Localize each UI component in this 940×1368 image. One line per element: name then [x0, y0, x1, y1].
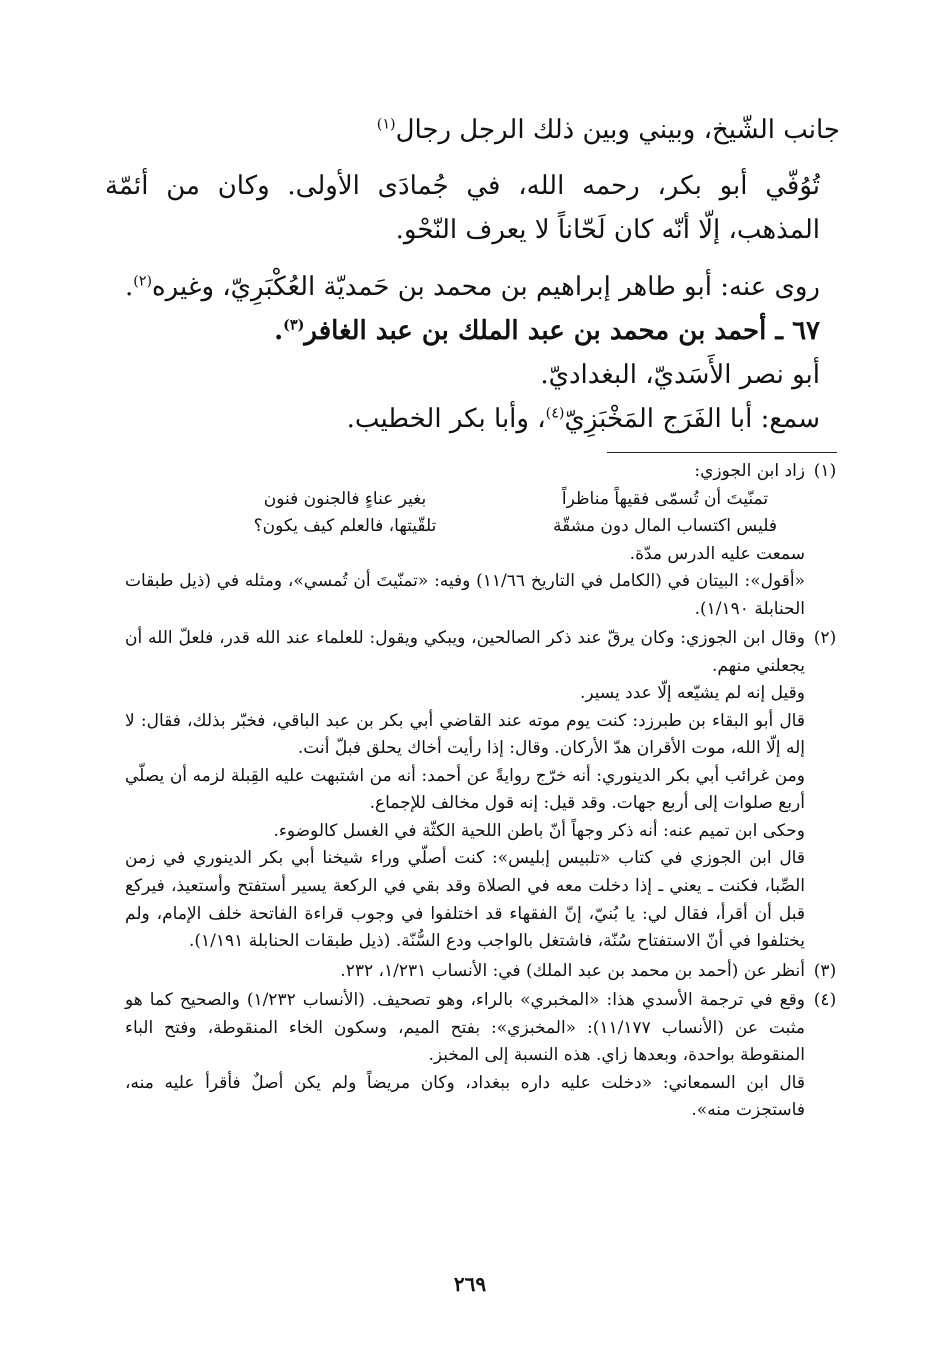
- footnote-1-body: [125, 458, 805, 623]
- verse-1-second-hemistich: بغير عناءٍ فالجنون فنون: [263, 488, 427, 509]
- continuation-text: جانب الشّيخ، وبيني وبين ذلك الرجل رجال: [395, 115, 840, 145]
- entry-heading: ٦٧ ـ أحمد بن محمد بن عبد الملك بن عبد الغافر$^{(٣)}$.: [274, 315, 820, 346]
- footnote-1: [125, 458, 845, 623]
- death-paragraph: تُوُفّي أبو بكر، رحمه الله، في جُمادَى الأولى. وكان من أئمّة المذهب، إلّا أنّه كان لَحّاناً لا يعرف النّحْو.: [105, 171, 820, 246]
- verse-1-first-hemistich: تمنّيتَ أن تُسمّى فقيهاً مناظراً: [561, 488, 769, 509]
- footnote-2-para-5: وحكى ابن تميم عنه: أنه ذكر وجهاً أنّ باطن اللحية الكثّة في الغسل كالوضوء.: [273, 820, 805, 841]
- footnote-2-number: (٢): [813, 628, 837, 649]
- page-number: ٢٦٩: [453, 1272, 487, 1296]
- footnote-3-body: [125, 958, 805, 986]
- poem: [205, 486, 805, 541]
- footnote-ref-2: (٢): [133, 272, 153, 289]
- entry-heard-line: [105, 397, 840, 441]
- entry-heading-text: ٦٧ ـ أحمد بن محمد بن عبد الملك بن عبد الغافر: [304, 315, 820, 346]
- footnote-4-para-2: قال ابن السمعاني: «دخلت عليه داره ببغداد، وكان مريضاً ولم يكن أصلٌ فأقرأ عليه منه، فاستجزت منه».: [125, 1072, 805, 1121]
- footnote-ref-1: (١): [376, 116, 396, 133]
- narrators-text: روى عنه: أبو طاهر إبراهيم بن محمد بن حَمديّة العُكْبَرِيّ، وغيره: [152, 271, 820, 302]
- footnote-2-body: [125, 625, 805, 955]
- footnote-ref-3: (٣): [283, 317, 305, 334]
- continuation-line: [105, 108, 840, 152]
- main-text: [105, 108, 840, 441]
- verse-2-second-hemistich: تلقّيتها، فالعلم كيف يكون؟: [253, 516, 437, 537]
- footnote-1-intro: زاد ابن الجوزي:: [694, 461, 805, 481]
- footnote-separator: [607, 452, 837, 453]
- footnotes: [125, 458, 845, 1127]
- entry-kunya: أبو نصر الأَسَديّ، البغداديّ.: [540, 359, 820, 390]
- verse-2-first-hemistich: فليس اكتساب المال دون مشقّة: [553, 516, 777, 537]
- footnote-4-para-1: وقع في ترجمة الأسدي هذا: «المخبري» بالراء، وهو تصحيف. (الأنساب ١/٢٣٢) والصحيح كما هو مثبت عن (الأنساب ١١/١٧٧): «المخبزي»: بفتح الميم، وسكون الخاء المنقوطة، وفتح الباء المنقوطة بواحدة، وبعدها زاي. هذه النسبة إلى المخبز.: [125, 990, 805, 1066]
- footnote-1-number: (١): [813, 461, 837, 481]
- footnote-ref-4: (٤): [545, 405, 565, 422]
- footnote-3-number: (٣): [813, 960, 837, 981]
- footnote-1-after: سمعت عليه الدرس مدّة.: [629, 543, 805, 564]
- footnote-1-comment: «أقول»: البيتان في (الكامل في التاريخ ١١/٦٦) وفيه: «تمنّيتَ أن تُمسي»، ومثله في (ذيل طبقات الحنابلة ١/١٩٠).: [125, 571, 805, 619]
- footnote-2-para-3: قال أبو البقاء بن طبرزد: كنت يوم موته عند القاضي أبي بكر بن عبد الباقي، فخبّر بذلك، فقال: لا إله إلّا الله، موت الأقران هدّ الأركان. وقال: إذا رأيت أخاك يحلق فبلّ أنت.: [125, 710, 805, 759]
- narrators-line: روى عنه: أبو طاهر إبراهيم بن محمد بن حَمديّة العُكْبَرِيّ، وغيره$^{(٢)}$.: [124, 271, 820, 302]
- footnote-3-text: أنظر عن (أحمد بن محمد بن عبد الملك) في: الأنساب ١/٢٣١، ٢٣٢.: [340, 960, 805, 981]
- entry-heard-text-b: ، وأبا بكر الخطيب.: [346, 404, 546, 435]
- footnote-3: [125, 958, 845, 986]
- footnote-2-para-1: وقال ابن الجوزي: وكان يرقّ عند ذكر الصالحين، ويبكي ويقول: للعلماء عند الله قدر، فلعلّ الله أن يجعلني منهم.: [125, 628, 805, 676]
- entry-heard-text-a: سمع: أبا الفَرَج المَخْبَزِيّ: [564, 404, 820, 435]
- footnote-2-para-4: ومن غرائب أبي بكر الدينوري: أنه خرّج روايةً عن أحمد: أنه من اشتبهت عليه القِبلة لزمه أن يصلّي أربع صلوات إلى أربع جهات. وقد قيل: إنه قول مخالف للإجماع.: [125, 765, 805, 814]
- footnote-2: [125, 625, 845, 955]
- footnote-4: [125, 987, 845, 1125]
- footnote-4-number: (٤): [813, 990, 837, 1011]
- footnote-4-body: [125, 987, 805, 1125]
- footnote-2-para-6: قال ابن الجوزي في كتاب «تلبيس إبليس»: كنت أصلّي وراء شيخنا أبي بكر الدينوري في زمن الصِّبا، فكنت ـ يعني ـ إذا دخلت معه في الصلاة وقد بقي في الركعة يسير أستفتح وأستعيذ، فيركع قبل أن أقرأ، فقال لي: يا بُنيّ، إنّ الفقهاء قد اختلفوا في وجوب قراءة الفاتحة خلف الإمام، ولم يختلفوا في أنّ الاستفتاح سُنّة، فاشتغل بالواجب ودع السُّنّة. (ذيل طبقات الحنابلة ١/١٩١).: [125, 848, 805, 952]
- footnote-2-para-2: وقيل إنه لم يشيّعه إلّا عدد يسير.: [579, 683, 805, 704]
